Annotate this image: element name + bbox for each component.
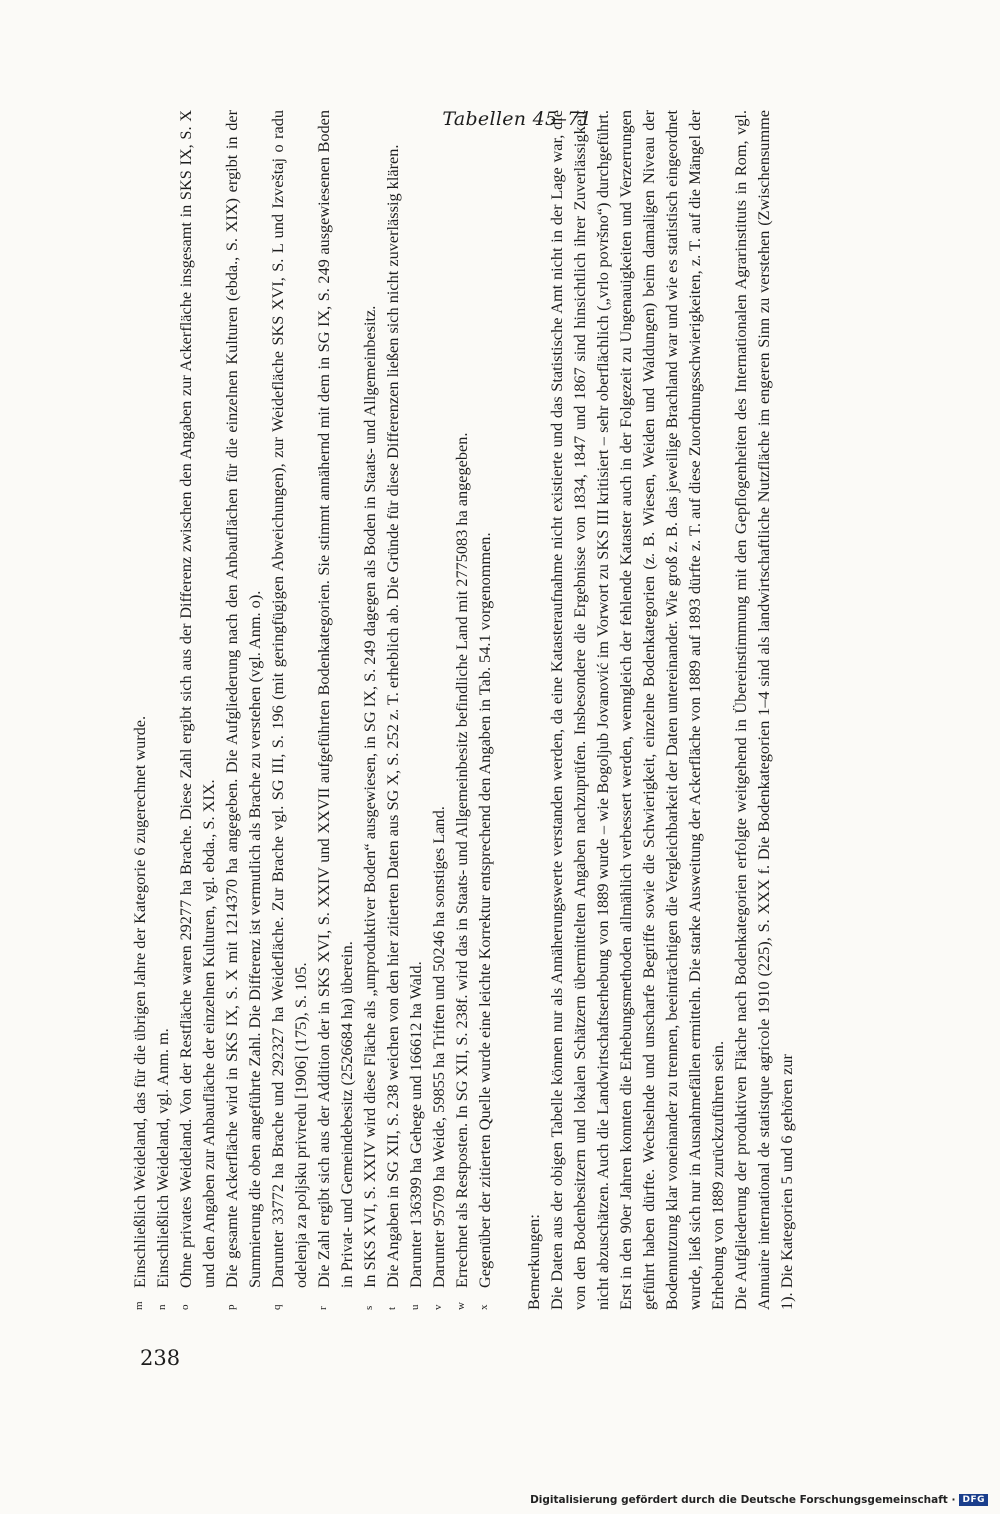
footnote-mark: v [432, 1304, 444, 1310]
footnote-text: Die gesamte Ackerfläche wird in SKS IX, S. X mit 1214370 ha angegeben. Die Aufgliederung nach den Anbauflächen für die einzelnen Kulturen (ebda., S. XIX) ergibt in der Summierung die oben angeführte Zahl. Die Differenz ist vermutlich als Brache zu verstehen (vgl. Anm. o). [222, 110, 264, 1288]
footnote-text: Darunter 33772 ha Brache und 292327 ha Weidefläche. Zur Brache vgl. SG III, S. 196 (mit geringfügigen Abweichungen), zur Weidefläche SKS XVI, S. L und Izveštaj o radu odelenja za poljsku privredu [1906] (175), S. 105. [268, 110, 310, 1288]
footnote-mark: u [409, 1304, 421, 1310]
footnote-mark: r [317, 1306, 329, 1310]
footnote [404, 110, 427, 1310]
remarks-heading: Bemerkungen: [524, 1214, 543, 1310]
footnote [427, 110, 450, 1310]
footnote [220, 110, 266, 1310]
page-number: 238 [140, 1346, 181, 1370]
footnote-mark: x [478, 1304, 490, 1310]
footnote [381, 110, 404, 1310]
footnote-text: Ohne privates Weideland. Von der Restfläche waren 29277 ha Brache. Diese Zahl ergibt sich aus der Differenz zwischen den Angaben zur Ackerfläche insgesamt in SKS IX, S. X und den Angaben zur Anbaufläche der einzelnen Kulturen, vgl. ebda., S. XIX. [176, 110, 218, 1288]
footer-text: Digitalisierung gefördert durch die Deutsche Forschungsgemeinschaft · [530, 1494, 956, 1506]
rotated-text-block [128, 110, 796, 1310]
running-header: Tabellen 45–71 [442, 108, 592, 130]
footnote-text: Darunter 95709 ha Weide, 59855 ha Triften und 50246 ha sonstiges Land. [429, 806, 448, 1288]
footnote-list [128, 110, 496, 1310]
footnote [151, 110, 174, 1310]
footnote-mark: s [363, 1305, 375, 1310]
remarks-section [522, 110, 798, 1310]
remarks-paragraph: Die Aufgliederung der produktiven Fläche nach Bodenkategorien erfolgte weitgehend in Übereinstimmung mit den Gepflogenheiten des Internationalen Agrarinstituts in Rom, vgl. Annuaire international de statistque agricole 1910 (225), S. XXX f. Die Bodenkategorien 1–4 sind als landwirtschaftliche Nutzfläche im engeren Sinn zu verstehen (Zwischensumme 1). Die Kategorien 5 und 6 gehören zur [731, 110, 796, 1310]
footnote-text: In SKS XVI, S. XXIV wird diese Fläche als „unproduktiver Boden“ ausgewiesen, in SG IX, S. 249 dagegen als Boden in Staats- und Allgemeinbesitz. [360, 305, 379, 1288]
footnote-mark: p [225, 1304, 237, 1310]
footnote [174, 110, 220, 1310]
footnote-mark: t [386, 1306, 398, 1310]
footnote [358, 110, 381, 1310]
footer [530, 1494, 988, 1506]
footnote-mark: w [455, 1302, 467, 1310]
dfg-logo: DFG [959, 1494, 988, 1506]
footnote-text: Die Angaben in SG XII, S. 238 weichen von den hier zitierten Daten aus SG X, S. 252 z. T. erheblich ab. Die Gründe für diese Differenzen ließen sich nicht zuverlässig klären. [383, 144, 402, 1288]
footnote [312, 110, 358, 1310]
footnote-mark: o [179, 1304, 191, 1310]
footnote-mark: n [156, 1304, 168, 1310]
footnote-text: Einschließlich Weideland, vgl. Anm. m. [153, 1028, 172, 1288]
footnote-mark: m [133, 1301, 145, 1310]
footnote-text: Die Zahl ergibt sich aus der Addition der in SKS XVI, S. XXIV und XXVII aufgeführten Bodenkategorien. Sie stimmt annähernd mit dem in SG IX, S. 249 ausgewiesenen Boden in Privat- und Gemeindebesitz (2526684 ha) überein. [314, 110, 356, 1288]
footnote-text: Errechnet als Restposten. In SG XII, S. 238f. wird das in Staats- und Allgemeinbesitz befindliche Land mit 2775083 ha angegeben. [452, 432, 471, 1288]
footnote-mark: q [271, 1304, 283, 1310]
footnote-text: Einschließlich Weideland, das für die übrigen Jahre der Kategorie 6 zugerechnet wurde. [130, 715, 149, 1288]
footnote [128, 110, 151, 1310]
footnote [450, 110, 473, 1310]
footnote [473, 110, 496, 1310]
footnote-text: Darunter 136399 ha Gehege und 166612 ha Wald. [406, 961, 425, 1288]
footnote [266, 110, 312, 1310]
footnote-text: Gegenüber der zitierten Quelle wurde eine leichte Korrektur entsprechend den Angaben in Tab. 54.1 vorgenommen. [475, 532, 494, 1288]
remarks-paragraph: Die Daten aus der obigen Tabelle können nur als Annäherungswerte verstanden werden, da eine Katasteraufnahme nicht existierte und das Statistische Amt nicht in der Lage war, die von den Bodenbesitzern und lokalen Schätzern übermittelten Angaben nachzuprüfen. Insbesondere die Ergebnisse von 1834, 1847 und 1867 sind hinsichtlich ihrer Zuverlässigkeit nicht abzuschätzen. Auch die Landwirtschaftserhebung von 1889 wurde – wie Bogoljub Jovanović im Vorwort zu SKS III kritisiert – sehr oberflächlich („vrlo površno“) durchgeführt. Erst in den 90er Jahren konnten die Erhebungsmethoden allmählich verbessert werden, wenngleich der fehlende Kataster auch in der Folgezeit zu Ungenauigkeiten und Verzerrungen geführt haben dürfte. Wechselnde und unscharfe Begriffe sowie die Schwierigkeit, einzelne Bodenkategorien (z. B. Wiesen, Weiden und Waldungen) beim damaligen Niveau der Bodennutzung klar voneinander zu trennen, beeinträchtigen die Vergleichbarkeit der Daten untereinander. Wie groß z. B. das jeweilige Brachland war und wie es statistisch eingeordnet wurde, ließ sich nur in Ausnahmefällen ermitteln. Die starke Ausweitung der Ackerfläche von 1889 auf 1893 dürfte z. T. auf diese Zuordnungsschwierigkeiten, z. T. auf die Mängel der Erhebung von 1889 zurückzuführen sein. [547, 110, 727, 1310]
